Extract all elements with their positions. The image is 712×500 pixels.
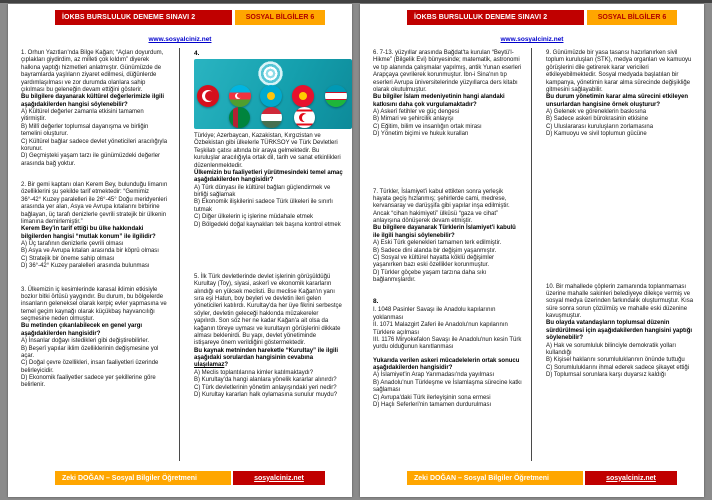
- option-a: A) Gelenek ve göreneklerin baskısına: [546, 109, 647, 115]
- page-header: [55, 10, 325, 25]
- page-footer: [407, 471, 677, 485]
- website-link[interactable]: www.sosyalciniz.net: [500, 36, 564, 43]
- underlined-word: ulaşılamaz: [194, 362, 225, 369]
- question-text: 3. Ülkemizin iç kesimlerinde karasal iklimin etkisiyle bozkır bitki örtüsü yaygındır. Bu durum, bu bölgelerde insanların geleneksel olarak kerpiç evler yapmasına ve temel geçim kaynağı olarak küçükbaş hayvancılığı seçmesine neden olmuştur.: [21, 286, 167, 322]
- page-1-right-column: [180, 48, 352, 461]
- flag-turkmenistan-icon: [229, 107, 250, 128]
- roman-item-3: III. 1176 Miryokefalon Savaşı ile Anadolu'nun kesin Türk yurdu olduğunun kanıtlanması: [373, 336, 522, 351]
- flag-azerbaijan-icon: [229, 85, 251, 107]
- page-1-columns: [8, 48, 352, 461]
- page-1-left-column: [8, 48, 180, 461]
- turkic-states-emblem-icon: [258, 61, 283, 86]
- option-d: D) Toplumsal sorunlara karşı duyarsız kaldığı: [546, 372, 666, 378]
- question-text: 1. Orhun Yazıtları'nda Bilge Kağan; “Açları doyurdum, çıplakları giydirdim, az milleti çok kıldım” diyerek halkına yaptığı hizmetleri anlatmıştır. Günümüzde de bayramlarda yaşlıların ziyaret edilmesi, düğünlerde yardımlaşılması ve zor durumda olanlara sahip çıkılması bu geleneğin devam ettiğini gösterir.: [21, 50, 164, 93]
- question-10: [546, 284, 695, 380]
- question-prompt: Bu bilgiler İslam medeniyetinin hangi alandaki katkısını daha çok vurgulamaktadır?: [373, 94, 505, 108]
- question-4: [194, 50, 343, 229]
- option-b: B) Sadece askeri bürokrasinin etkisine: [546, 116, 649, 123]
- page-2-right-column: [532, 48, 704, 461]
- option-d: D) Kurultay kararları halk oylamasına sunulur muydu?: [194, 391, 338, 398]
- question-text: 5. İlk Türk devletlerinde devlet işlerinin görüşüldüğü Kurultay (Toy), siyasi, askerî ve ekonomik kararların alındığı en yüksek meclisti. Bu meclise Kağan'ın yanı sıra eşi Hatun, boy beyleri ve devletin ileri gelen yöneticileri katılırdı. Kurultay'da her üye fikrini serbestçe söyler, devletin geleceği hakkında müzakereler yapılırdı. Son söz her ne kadar Kağan'a ait olsa da kağanın töreye uyması ve kurultayın görüşlerini dikkate alması beklenirdi. Bu yapı, devlet yönetiminde istişareye önem verildiğini göstermektedir.: [194, 273, 342, 347]
- option-a: A) İslamiyet'in Arap Yarımadası'nda yayılması: [373, 372, 495, 379]
- option-a: A) Askerî fetihler ve güç dengesi: [373, 109, 460, 115]
- link-row: [360, 28, 704, 43]
- option-d: D) Yönetim biçimi ve hukuk kuralları: [373, 131, 469, 138]
- option-b: B) Anadolu'nun Türkleşme ve İslamlaşma sürecine katkı sağlaması: [373, 379, 522, 394]
- option-d: D) Türkler göçebe yaşam tarzına daha sıkı bağlanmışlardır.: [373, 269, 487, 283]
- exam-title-bar: İOKBS BURSLULUK DENEME SINAVI 2: [55, 10, 232, 25]
- option-d: D) Geçmişteki yaşam tarzı ile günümüzdeki değerler arasında bağ yoktur.: [21, 153, 161, 167]
- footer-site-link[interactable]: sosyalciniz.net: [585, 471, 677, 485]
- option-c: C) Sorumluluklarını ihmal ederek sadece şikayet ettiği: [546, 364, 690, 371]
- option-c: C) Sosyal ve kültürel hayatta köklü değişimler yaşanırken bazı eski özellikler korunmuştur.: [373, 254, 495, 269]
- question-prompt: Bu durum yönetimin karar alma sürecini etkileyen unsurlardan hangisine örnek oluşturur?: [546, 94, 689, 108]
- page-1: [8, 4, 352, 497]
- question-prompt: Bu bilgilere dayanarak kültürel değerlerimizle ilgili aşağıdakilerden hangisi söylenebilir?: [21, 94, 165, 108]
- option-c: C) Eğitim, bilim ve insanlığın ortak mirası: [373, 123, 482, 130]
- question-text: 9. Günümüzde bir yasa tasarısı hazırlanırken sivil toplum kuruluşları (STK), medya organları ve kamuoyu görüşlerini dile getirerek karar vericileri etkileyebilmektedir. Sosyal medyada başlatılan bir kampanya, yönetimin karar alma sürecinde değişikliğe gitmesini sağlayabilir.: [546, 50, 692, 93]
- website-link[interactable]: www.sosyalciniz.net: [148, 36, 212, 43]
- flag-kyrgyzstan-icon: [292, 85, 314, 107]
- option-b: B) Millî değerler toplumsal dayanışma ve birliğin temelini oluşturur.: [21, 123, 149, 138]
- option-c: C) Avrupa'daki Türk ilerleyişinin sona ermesi: [373, 394, 491, 401]
- option-c: C) Türk devletlerinin yönetim anlayışındaki yeri nedir?: [194, 384, 337, 391]
- question-text: 10. Bir mahallede çöplerin zamanında toplanmaması üzerine mahalle sakinleri belediyeye dilekçe vermiş ve sosyal medya üzerinden farkındalık oluşturmuştur. Kısa süre sonra sorun çözülmüş ve mahalle eski düzenine kavuşmuştur.: [546, 283, 694, 319]
- question-5: [194, 274, 343, 399]
- option-a: A) Türk dünyası ile kültürel bağları güçlendirmek ve birliği sağlamak: [194, 184, 331, 198]
- footer-author-bar: Zeki DOĞAN – Sosyal Bilgiler Öğretmeni: [407, 471, 583, 485]
- option-c: C) Doğal çevre özellikleri, insan faaliyetleri üzerinde belirleyicidir.: [21, 360, 159, 374]
- option-b: B) Kişisel haklarını sorumluluklarının önünde tuttuğu: [546, 357, 685, 364]
- option-b: B) Beşerî yapılar iklim özelliklerinin değişmesine yol açar.: [21, 345, 159, 359]
- question-prompt: Yukarıda verilen askeri mücadelelerin ortak sonucu aşağıdakilerden hangisidir?: [373, 357, 520, 371]
- subject-badge: SOSYAL BİLGİLER 6: [235, 10, 325, 25]
- question-text: 7. Türkler, İslamiyet'i kabul ettikten sonra yerleşik hayata geçiş hızlanmış; şehirlerde cami, medrese, kervansaray ve darüşşifa gibi yapılar inşa edilmiştir. Ancak “cihan hakimiyeti” ülküsü “gaza ve cihat” anlayışına dönüşerek devam etmiştir.: [373, 188, 510, 224]
- option-a: A) Meclis toplantılarına kimler katılmaktaydı?: [194, 369, 314, 376]
- option-c: C) Kültürel bağlar sadece devlet yöneticileri aracılığıyla korunur.: [21, 138, 168, 152]
- option-b: B) Sadece dini alanda bir değişim yaşanmıştır.: [373, 247, 497, 254]
- option-b: B) Asya ve Avrupa kıtaları arasında bir köprü olması: [21, 248, 159, 255]
- footer-author-bar: Zeki DOĞAN – Sosyal Bilgiler Öğretmeni: [55, 471, 231, 485]
- question-3: [21, 287, 170, 390]
- option-c: C) Uluslararası kuruluşların zorlamasına: [546, 123, 654, 130]
- question-2: [21, 182, 170, 271]
- page-footer: [55, 471, 325, 485]
- question-prompt: Bu bilgilere dayanarak Türklerin İslamiyet'i kabulü ile ilgili hangisi söylenebilir?: [373, 225, 516, 239]
- link-row: [8, 28, 352, 43]
- option-d: D) 36°-42° Kuzey paralelleri arasında bulunması: [21, 263, 150, 270]
- question-text: Türkiye; Azerbaycan, Kazakistan, Kırgızistan ve Özbekistan gibi ülkelerle TÜRKSOY ve Türk Devletleri Teşkilatı çatısı altında bir araya gelmektedir. Bu kuruluşlar aracılığıyla ortak dil, tarih ve sanat etkinlikleri düzenlenmektedir.: [194, 133, 341, 169]
- question-prompt: [194, 348, 343, 370]
- option-c: C) Diğer ülkelerin iç işlerine müdahale etmek: [194, 214, 314, 221]
- prompt-text: Bu kaynak metninden hareketle “Kurultay” ile ilgili aşağıdaki sorulardan hangisinin cevabına: [194, 347, 339, 361]
- roman-item-2: II. 1071 Malazgirt Zaferi ile Anadolu'nun kapılarının Türklere açılması: [373, 322, 508, 336]
- footer-site-link[interactable]: sosyalciniz.net: [233, 471, 325, 485]
- option-d: D) Bölgedeki doğal kaynakları tek başına kontrol etmek: [194, 221, 341, 228]
- page-header: [407, 10, 677, 25]
- turkic-states-flags-image: [194, 59, 352, 129]
- option-d: D) Kamuoyu ve sivil toplumun gücüne: [546, 131, 647, 138]
- flag-northern-cyprus-icon: [294, 107, 315, 128]
- option-a: A) Kültürel değerler zamanla etkisini tamamen yitirmiştir.: [21, 109, 144, 123]
- question-6: [373, 50, 522, 139]
- prompt-punctuation: ?: [224, 362, 229, 369]
- flag-uzbekistan-icon: [325, 85, 347, 107]
- page-2-columns: [360, 48, 704, 461]
- question-number: 4.: [194, 50, 200, 57]
- option-c: C) Stratejik bir öneme sahip olması: [21, 255, 115, 262]
- exam-title-bar: İOKBS BURSLULUK DENEME SINAVI 2: [407, 10, 584, 25]
- option-b: B) Mimari ve şehircilik anlayışı: [373, 116, 454, 123]
- option-a: A) Eski Türk gelenekleri tamamen terk edilmiştir.: [373, 240, 502, 247]
- question-number: 8.: [373, 298, 379, 306]
- question-prompt: Bu metinden çıkarılabilecek en genel yargı aşağıdakilerden hangisidir?: [21, 323, 143, 337]
- option-a: A) İnsanlar doğayı istedikleri gibi değiştirebilirler.: [21, 338, 150, 345]
- question-9: [546, 50, 695, 139]
- roman-item-1: I. 1048 Pasinler Savaşı ile Anadolu kapılarının yoklanması: [373, 307, 496, 321]
- option-b: B) Ekonomik ilişkilerini sadece Türk ülkeleri ile sınırlı tutmak: [194, 199, 333, 213]
- option-a: A) Üç tarafının denizlerle çevrili olması: [21, 241, 124, 247]
- question-7: [373, 189, 522, 285]
- question-prompt: Kerem Bey'in tarif ettiği bu ülke hakkındaki bilgilerden hangisi “mutlak konum” ile ilgilidir?: [21, 226, 156, 240]
- page-2-left-column: [360, 48, 532, 461]
- question-1: [21, 50, 170, 168]
- flag-hungary-icon: [261, 107, 282, 128]
- flag-turkey-icon: [197, 85, 219, 107]
- option-d: D) Ekonomik faaliyetler sadece yer şekillerine göre belirlenir.: [21, 375, 156, 389]
- question-text: 2. Bir gemi kaptanı olan Kerem Bey, bulunduğu limanın özelliklerini şu şekilde tarif etmektedir: “Gemimiz 36°-42° Kuzey paralelleri ile 26°-45° Doğu meridyenleri arasında yer alan, Asya ve Avrupa kıtalarını birbirine bağlayan, üç tarafı denizlerle çevrili stratejik bir ülkenin limanına demirlemiştir.”: [21, 182, 168, 225]
- question-text: 6. 7-13. yüzyıllar arasında Bağdat'ta kurulan “Beytü'l-Hikme” (Bilgelik Evi) bünyesinde; matematik, astronomi ve tıp alanında çalışmalar yapılmış, antik Yunan eserleri Arapçaya çevrilerek korunmuştur. İbn-i Sina'nın tıp eserleri Avrupa üniversitelerinde yüzyıllarca ders kitabı olarak okutulmuştur.: [373, 50, 522, 93]
- page-2: [360, 4, 704, 497]
- subject-badge: SOSYAL BİLGİLER 6: [587, 10, 677, 25]
- question-prompt: Ülkemizin bu faaliyetleri yürütmesindeki temel amaç aşağıdakilerden hangisidir?: [194, 169, 343, 184]
- question-8: [373, 298, 522, 409]
- flag-kazakhstan-icon: [260, 85, 282, 107]
- option-d: D) Haçlı Seferleri'nin tamamen durdurulması: [373, 401, 492, 408]
- option-a: A) Hak ve sorumluluk bilinciyle demokratik yolları kullandığı: [546, 342, 677, 356]
- option-b: B) Kurultay'da hangi alanlara yönelik kararlar alınırdı?: [194, 377, 337, 384]
- question-prompt: Bu olayda vatandaşların toplumsal düzenin sürdürülmesi için aşağıdakilerden hangisini yaptığı söylenebilir?: [546, 320, 693, 342]
